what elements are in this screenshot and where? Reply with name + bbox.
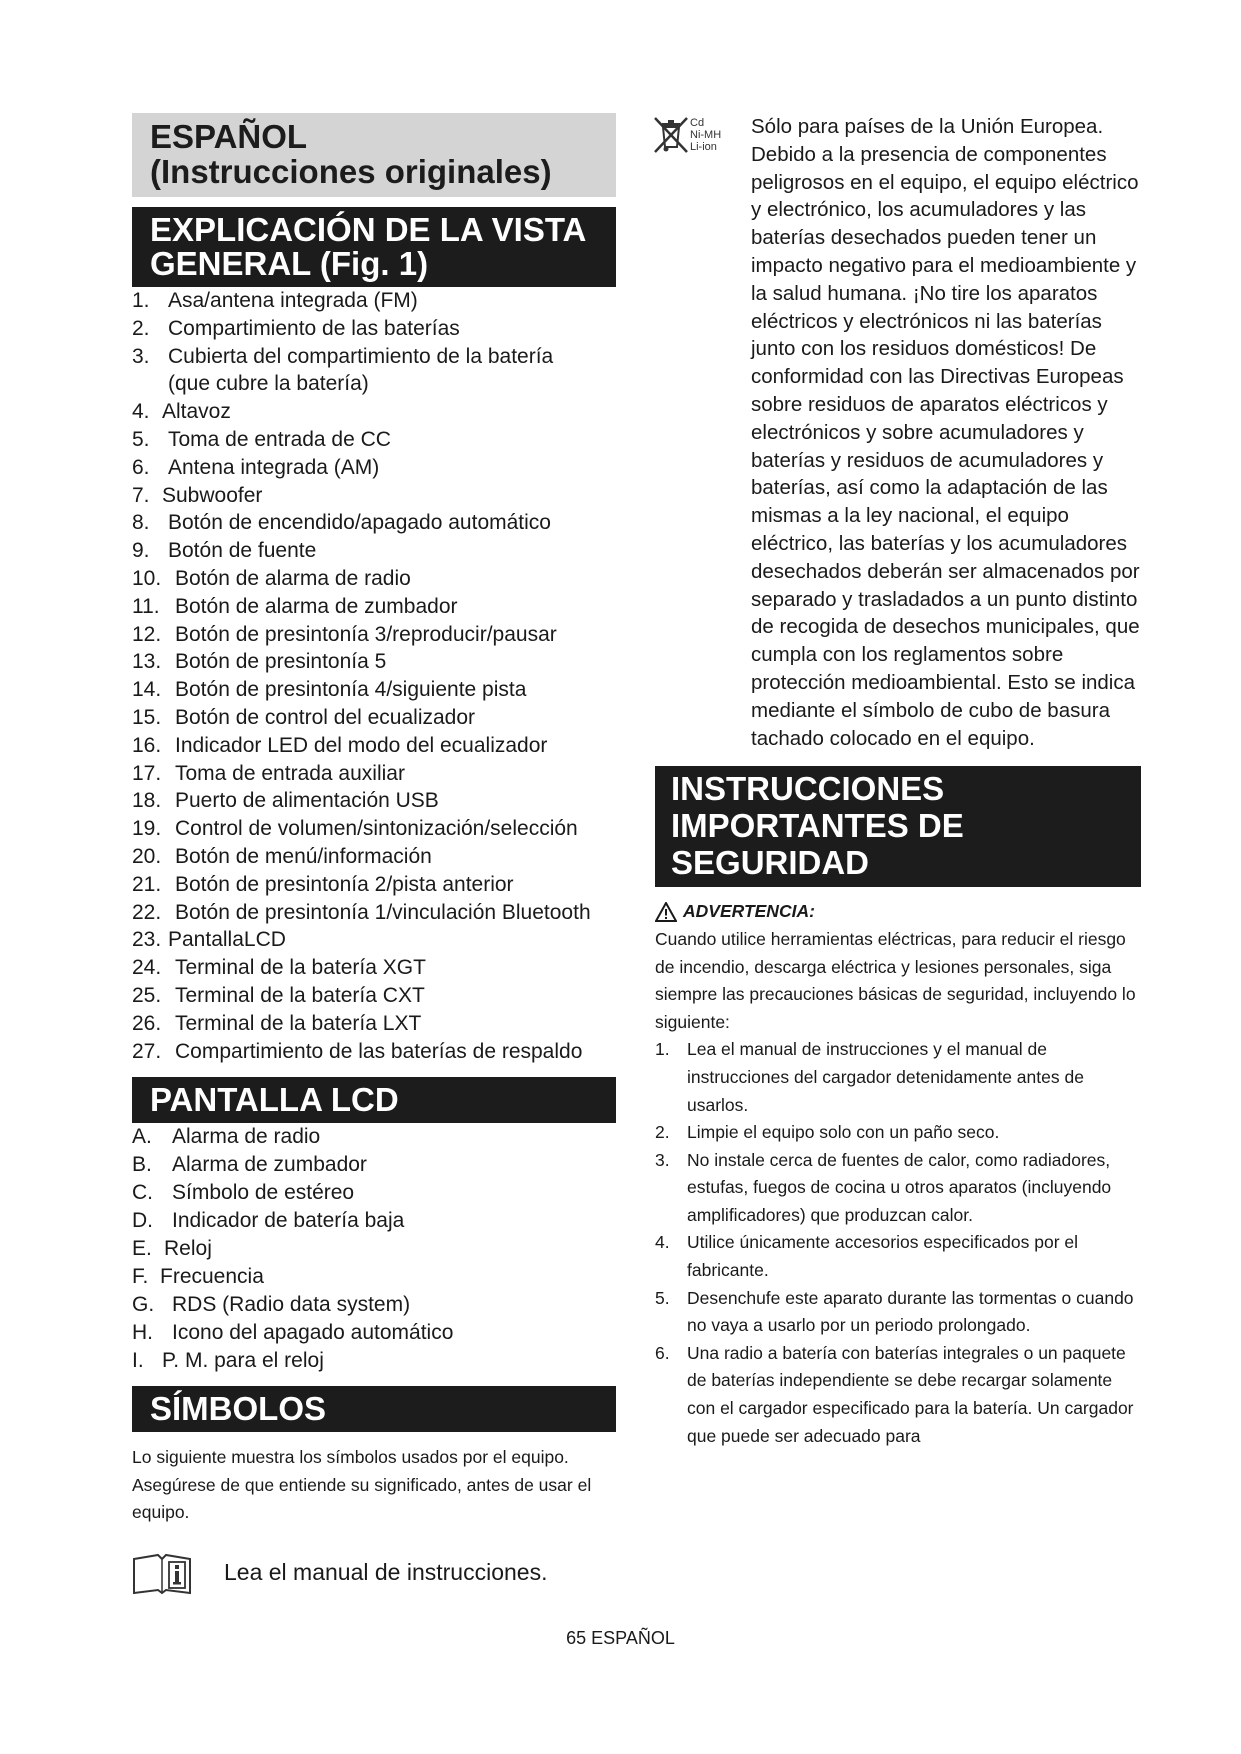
overview-heading <box>132 207 616 287</box>
safety-heading-line3: SEGURIDAD <box>671 844 870 882</box>
list-item: 27. Compartimiento de las baterías de respaldo <box>132 1039 583 1063</box>
lcd-list <box>132 1123 616 1374</box>
list-item: 5. Toma de entrada de CC <box>132 427 391 451</box>
symbols-heading: SÍMBOLOS <box>132 1386 616 1432</box>
list-item: 9. Botón de fuente <box>132 539 317 563</box>
list-item: 4. Utilice únicamente accesorios especificados por el fabricante. <box>655 1232 1079 1281</box>
list-item: C. Símbolo de estéreo <box>132 1181 355 1205</box>
list-item: 12. Botón de presintonía 3/reproducir/pausar <box>132 622 557 646</box>
title-language: ESPAÑOL <box>150 118 308 155</box>
list-item: 15. Botón de control del ecualizador <box>132 705 476 729</box>
left-column <box>132 113 616 1597</box>
overview-heading-line1: EXPLICACIÓN DE LA VISTA <box>150 211 587 248</box>
list-item: 7. Subwoofer <box>132 483 263 507</box>
safety-heading-line2: IMPORTANTES DE <box>671 807 964 845</box>
list-item: 13. Botón de presintonía 5 <box>132 650 387 674</box>
list-item: 16. Indicador LED del modo del ecualizador <box>132 733 548 757</box>
battery-chem-labels: Cd Ni-MH Li-ion <box>690 117 722 153</box>
list-item: 2. Limpie el equipo solo con un paño seco. <box>655 1122 1000 1143</box>
list-item: 19. Control de volumen/sintonización/selección <box>132 817 578 841</box>
overview-heading-line2: GENERAL (Fig. 1) <box>150 245 429 282</box>
safety-heading-line1: INSTRUCCIONES <box>671 770 945 808</box>
right-column <box>655 113 1141 1450</box>
list-item: 6. Una radio a batería con baterías integrales o un paquete de baterías independiente se debe recargar solamente con el cargador especificado para la batería. Un cargador que puede ser adecuado para <box>655 1342 1134 1446</box>
list-item: D. Indicador de batería baja <box>132 1209 405 1233</box>
document-title <box>132 113 616 197</box>
wheelie-bin-icon <box>652 115 692 155</box>
warning-label: ADVERTENCIA: <box>655 901 1141 922</box>
list-item: 1. Asa/antena integrada (FM) <box>132 289 418 312</box>
list-item: 3. No instale cerca de fuentes de calor, como radiadores, estufas, fuegos de cocina u otros aparatos (incluyendo amplificadores) que produzcan calor. <box>655 1149 1112 1225</box>
list-item: I. P. M. para el reloj <box>132 1348 324 1372</box>
list-item: 26. Terminal de la batería LXT <box>132 1011 422 1035</box>
list-item: 11. Botón de alarma de zumbador <box>132 594 458 618</box>
safety-list <box>655 1036 1141 1450</box>
list-item: 14. Botón de presintonía 4/siguiente pista <box>132 678 527 702</box>
list-item: 22. Botón de presintonía 1/vinculación Bluetooth <box>132 900 591 924</box>
warning-intro: Cuando utilice herramientas eléctricas, para reducir el riesgo de incendio, descarga eléctrica y lesiones personales, siga siempre las precauciones básicas de seguridad, incluyendo lo siguiente: <box>655 929 1136 1032</box>
list-item: 3. Cubierta del compartimiento de la batería (que cubre la batería) <box>132 344 554 396</box>
symbols-intro: Lo siguiente muestra los símbolos usados por el equipo. Asegúrese de que entiende su significado, antes de usar el equipo. <box>132 1447 592 1523</box>
list-item: 24. Terminal de la batería XGT <box>132 956 426 980</box>
list-item: 17. Toma de entrada auxiliar <box>132 761 405 785</box>
list-item: E. Reloj <box>132 1236 212 1260</box>
lcd-heading: PANTALLA LCD <box>132 1077 616 1123</box>
list-item: 18. Puerto de alimentación USB <box>132 789 439 813</box>
list-item: 23. PantallaLCD <box>132 928 286 952</box>
read-manual-icon <box>132 1553 192 1595</box>
list-item: 5. Desenchufe este aparato durante las tormentas o cuando no vaya a usarlo por un periodo prolongado. <box>655 1287 1134 1336</box>
list-item: 1. Lea el manual de instrucciones y el manual de instrucciones del cargador detenidamente antes de usarlos. <box>655 1039 1084 1115</box>
list-item: B. Alarma de zumbador <box>132 1153 367 1177</box>
list-item: 21. Botón de presintonía 2/pista anterior <box>132 872 514 896</box>
safety-heading <box>655 766 1141 887</box>
crossed-bin-icon <box>652 115 738 163</box>
list-item: 10. Botón de alarma de radio <box>132 566 411 590</box>
list-item: 6. Antena integrada (AM) <box>132 455 380 479</box>
list-item: 25. Terminal de la batería CXT <box>132 983 425 1007</box>
list-item: 4. Altavoz <box>132 400 231 424</box>
title-subtitle: (Instrucciones originales) <box>150 153 552 190</box>
manual-symbol-row <box>132 1549 616 1597</box>
list-item: 20. Botón de menú/información <box>132 844 432 868</box>
warning-triangle-icon <box>655 902 677 922</box>
list-item: G. RDS (Radio data system) <box>132 1292 411 1316</box>
list-item: F. Frecuencia <box>132 1264 264 1288</box>
list-item: H. Icono del apagado automático <box>132 1320 454 1344</box>
list-item: 2. Compartimiento de las baterías <box>132 316 460 340</box>
list-item: 8. Botón de encendido/apagado automático <box>132 511 551 535</box>
manual-symbol-text: Lea el manual de instrucciones. <box>224 1558 548 1585</box>
weee-text: Sólo para países de la Unión Europea. Debido a la presencia de componentes peligrosos en el equipo, el equipo eléctrico y electrónico, los acumuladores y las baterías desechados pueden tener un impacto negativo para el medioambiente y la salud humana. ¡No tire los aparatos eléctricos y electrónicos ni las baterías junto con los residuos domésticos! De conformidad con las Directivas Europeas sobre residuos de aparatos eléctricos y electrónicos y sobre acumuladores y baterías y residuos de acumuladores y baterías, así como la adaptación de las mismas a la ley nacional, el equipo eléctrico, las baterías y los acumuladores desechados deberán ser almacenados por separado y trasladados a un punto distinto de recogida de desechos municipales, que cumpla con los reglamentos sobre protección medioambiental. Esto se indica mediante el símbolo de cubo de basura tachado colocado en el equipo. <box>751 115 1140 750</box>
overview-list <box>132 287 616 1065</box>
page-footer: 65 ESPAÑOL <box>566 1628 675 1648</box>
weee-block <box>655 113 1141 752</box>
list-item: A. Alarma de radio <box>132 1125 321 1149</box>
